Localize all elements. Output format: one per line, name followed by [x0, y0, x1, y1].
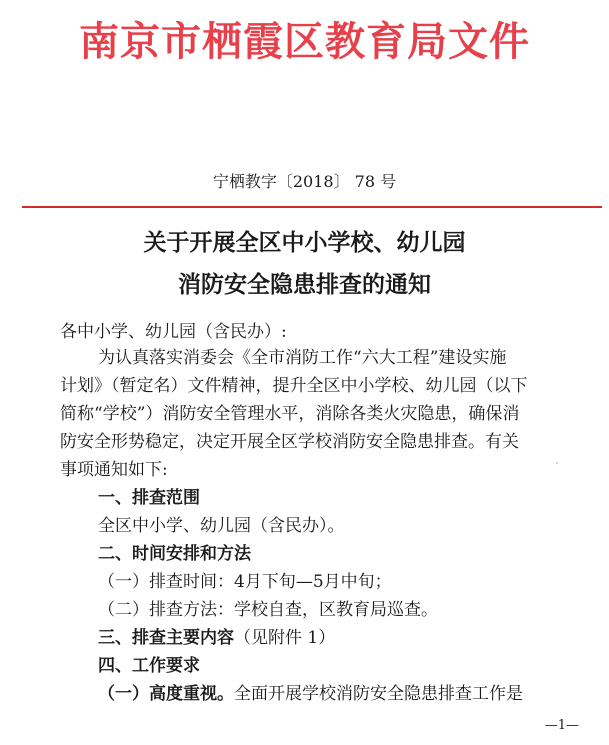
- salutation: 各中小学、幼儿园（含民办）:: [60, 322, 287, 342]
- intro-line-1: 为认真落实消委会《全市消防工作“六大工程”建设实施: [98, 348, 507, 368]
- section-4-item-1: [98, 682, 523, 706]
- page-number: —1—: [544, 718, 579, 733]
- section-3-note: （见附件 1）: [234, 628, 336, 648]
- intro-line-2: 计划》（暂定名）文件精神，提升全区中小学校、幼儿园（以下: [60, 376, 528, 396]
- section-2-heading: 二、时间安排和方法: [98, 544, 251, 564]
- section-3-line: [98, 626, 335, 650]
- notice-title-line-2: 消防安全隐患排查的通知: [178, 271, 431, 298]
- section-1-heading: 一、排查范围: [98, 488, 200, 508]
- section-4-item-1-text: 全面开展学校消防安全隐患排查工作是: [234, 684, 523, 704]
- section-4-item-1-label: （一）高度重视。: [98, 684, 234, 704]
- section-4-heading: 四、工作要求: [98, 656, 200, 676]
- red-separator-rule: [22, 206, 602, 208]
- notice-title-line-1: 关于开展全区中小学校、幼儿园: [143, 229, 466, 256]
- intro-line-5: 事项通知如下:: [60, 460, 168, 480]
- scan-speck: [556, 462, 558, 464]
- intro-line-4: 防安全形势稳定，决定开展全区学校消防安全隐患排查。有关: [60, 432, 519, 452]
- section-3-heading: 三、排查主要内容: [98, 628, 234, 648]
- section-2-item-1: （一）排查时间：4月下旬—5月中旬；: [98, 572, 392, 592]
- document-number: 宁栖教字〔2018〕 78 号: [212, 172, 397, 191]
- section-1-text: 全区中小学、幼儿园（含民办）。: [98, 516, 345, 536]
- section-2-item-2: （二）排查方法：学校自查，区教育局巡查。: [98, 600, 438, 620]
- issuing-authority-header: 南京市栖霞区教育局文件: [79, 18, 530, 65]
- intro-line-3: 简称“学校”）消防安全管理水平，消除各类火灾隐患，确保消: [60, 404, 520, 424]
